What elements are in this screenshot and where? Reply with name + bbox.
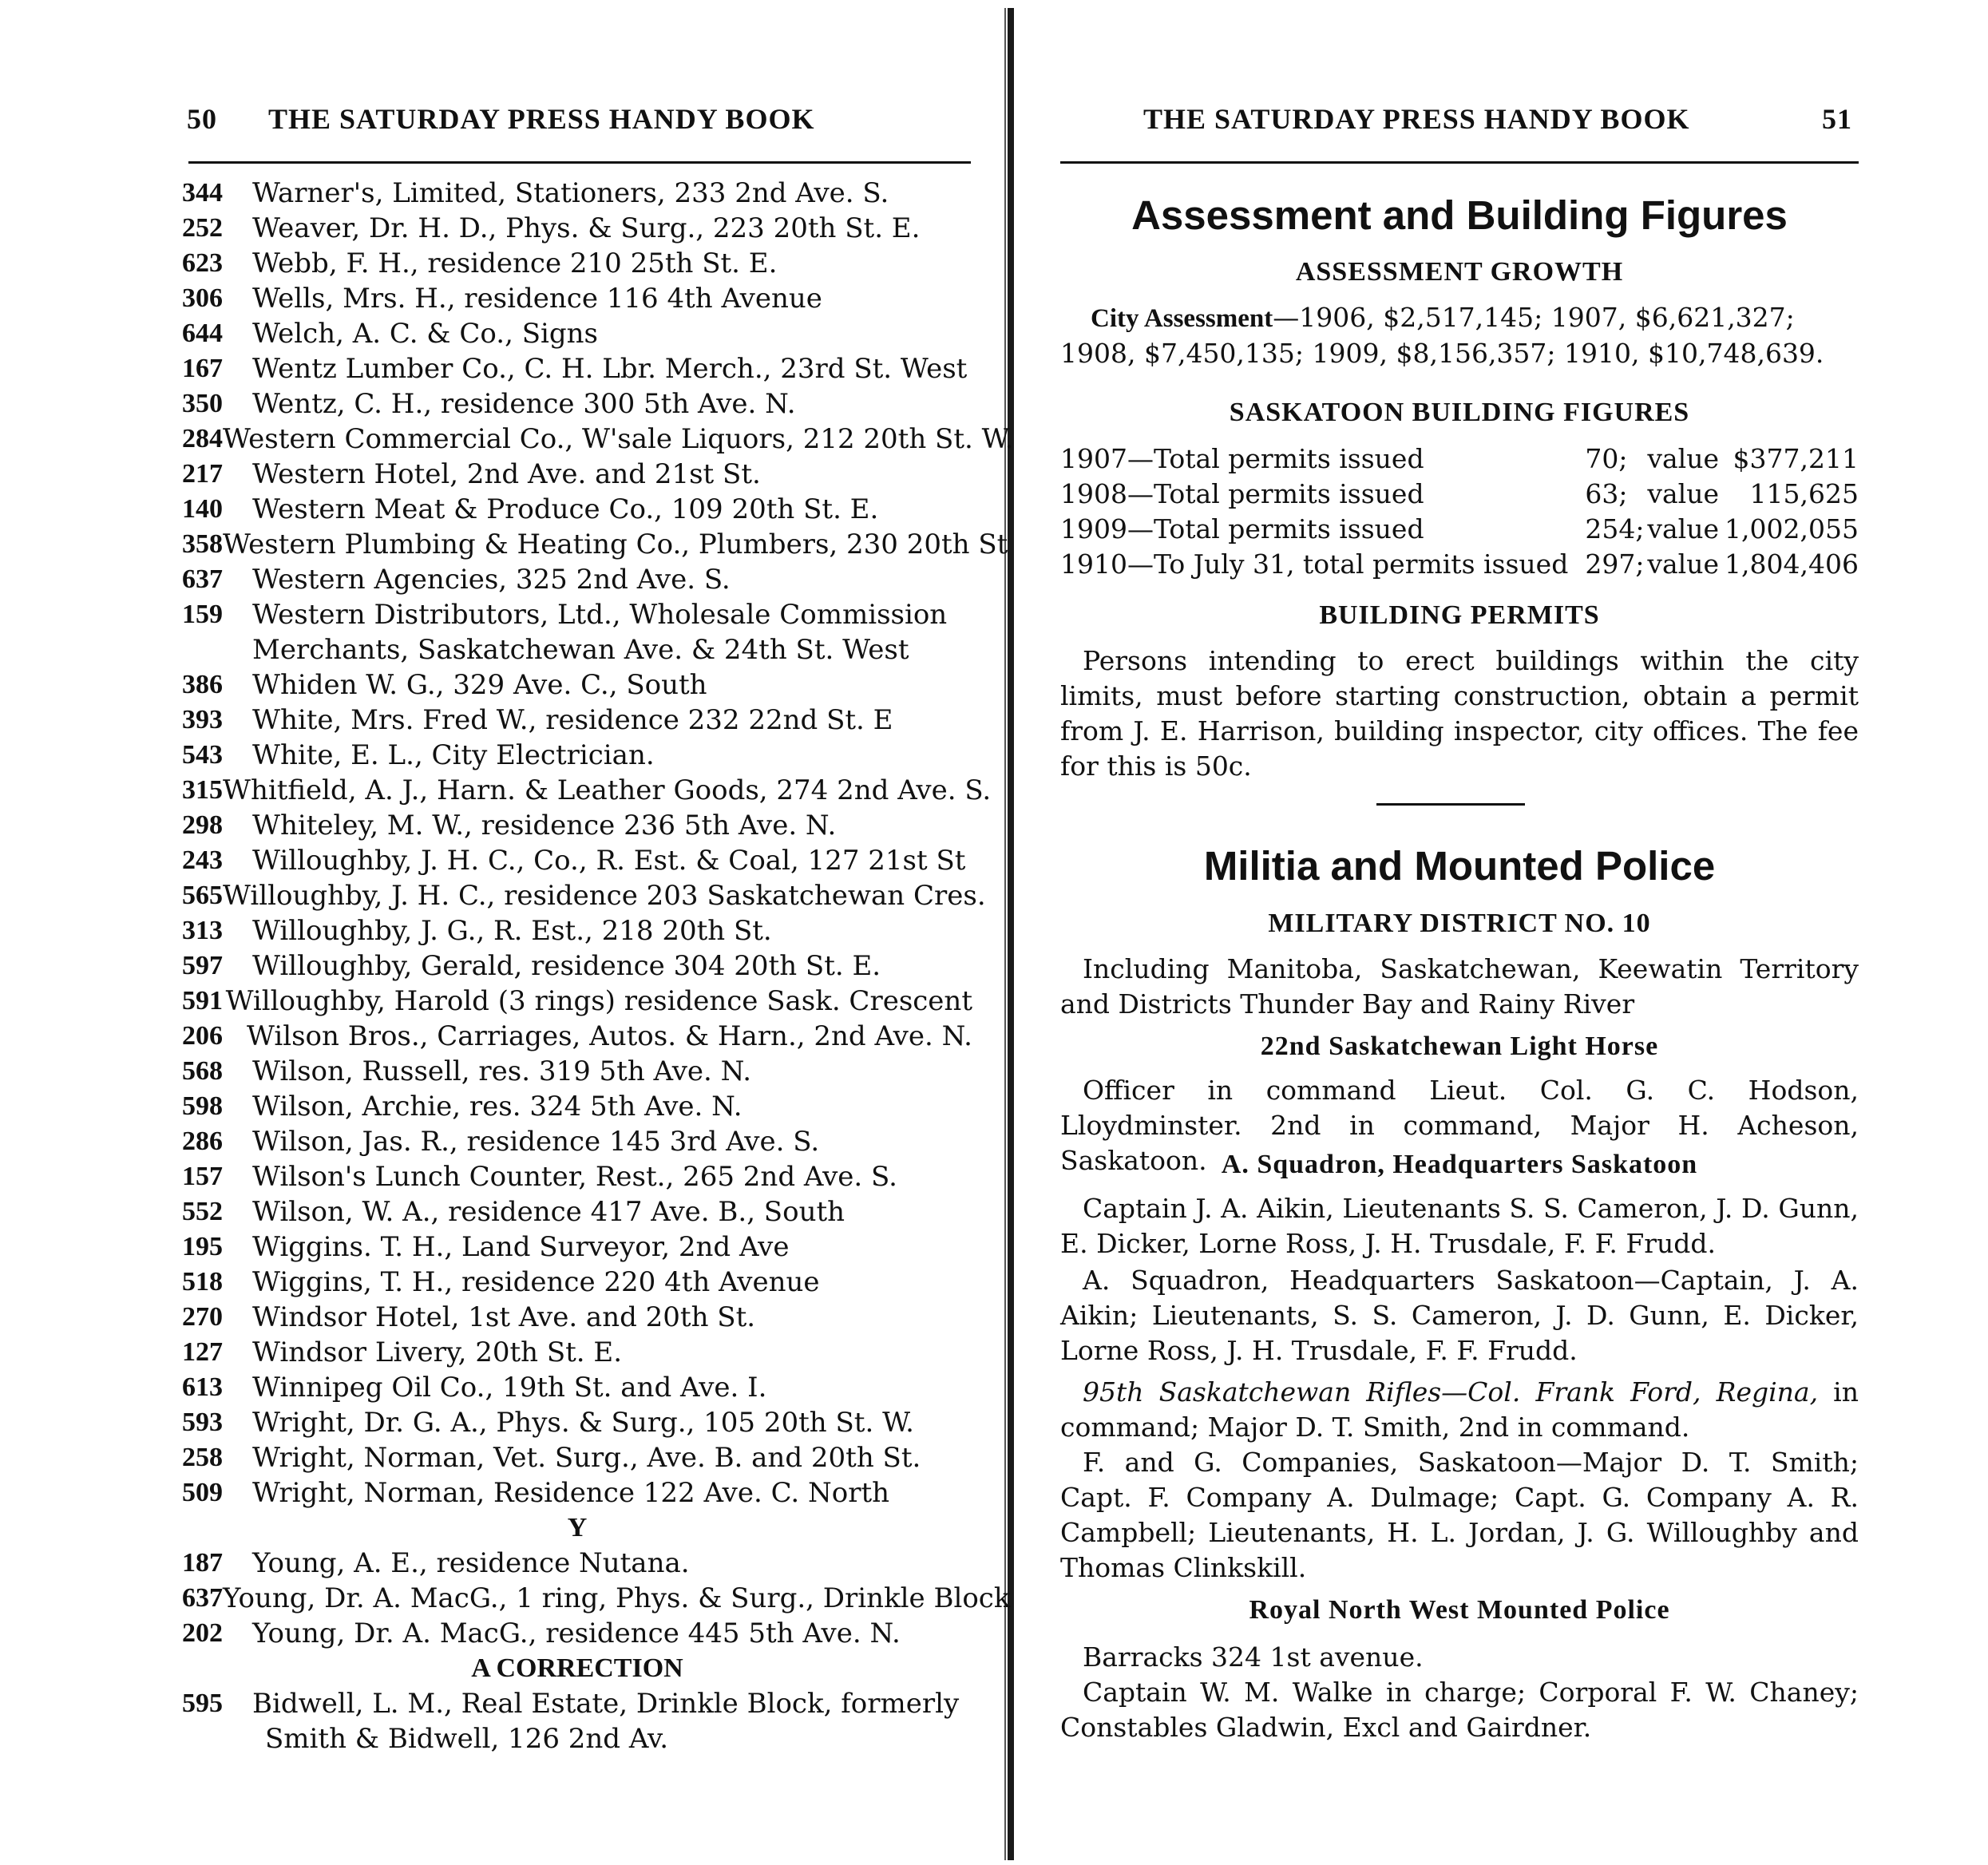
entry-number: 286 xyxy=(182,1127,223,1156)
list-item xyxy=(182,843,972,878)
building-permits-heading: BUILDING PERMITS xyxy=(1319,600,1600,630)
list-item xyxy=(182,738,972,773)
list-item xyxy=(182,597,972,632)
figure-value: 1,804,406 xyxy=(1725,548,1859,580)
list-item xyxy=(182,492,972,527)
entry-number: 595 xyxy=(182,1689,223,1718)
entry-number: 202 xyxy=(182,1618,223,1648)
list-item xyxy=(182,1616,972,1651)
figure-value-label: value xyxy=(1647,513,1719,544)
police-heading: Royal North West Mounted Police xyxy=(1249,1595,1670,1625)
entry-text: Winnipeg Oil Co., 19th St. and Ave. I. xyxy=(252,1372,767,1404)
figure-count: 70; xyxy=(1585,442,1628,474)
building-figures-table xyxy=(1060,441,1859,581)
entry-text: Whiden W. G., 329 Ave. C., South xyxy=(252,669,707,701)
light-horse-heading: 22nd Saskatchewan Light Horse xyxy=(1260,1031,1659,1061)
list-item xyxy=(182,1229,972,1265)
entry-text: White, E. L., City Electrician. xyxy=(252,739,655,771)
entry-number: 243 xyxy=(182,845,223,875)
list-item xyxy=(182,1475,972,1511)
entry-text: Wilson's Lunch Counter, Rest., 265 2nd Ave. S. xyxy=(252,1161,897,1193)
entry-number: 270 xyxy=(182,1302,223,1332)
list-item xyxy=(182,1581,1011,1616)
list-item xyxy=(182,1159,972,1194)
figure-row xyxy=(1060,511,1859,546)
entry-text: Smith & Bidwell, 126 2nd Av. xyxy=(265,1723,669,1755)
entry-text: Willoughby, J. G., R. Est., 218 20th St. xyxy=(252,915,772,947)
entry-number: 637 xyxy=(182,564,223,594)
entry-text: Wilson, Russell, res. 319 5th Ave. N. xyxy=(252,1055,752,1087)
entry-number: 597 xyxy=(182,951,223,980)
squadron-heading: A. Squadron, Headquarters Saskatoon xyxy=(1221,1150,1698,1179)
building-permits-text: Persons intending to erect buildings within the city limits, must before starting construction, obtain a permit from J. E. Harrison, building inspector, city offices. The fee for this is 50c. xyxy=(1060,645,1859,782)
figure-count: 297; xyxy=(1585,548,1645,580)
list-item xyxy=(182,913,972,948)
list-item xyxy=(182,632,972,667)
correction-entry-cont xyxy=(182,1721,972,1756)
squadron-text-1: Captain J. A. Aikin, Lieutenants S. S. Cameron, J. D. Gunn, E. Dicker, Lorne Ross, J. H. Trusdale, F. F. Frudd. xyxy=(1060,1193,1859,1259)
entry-text: Weaver, Dr. H. D., Phys. & Surg., 223 20th St. E. xyxy=(252,212,921,244)
militia-title: Militia and Mounted Police xyxy=(1203,843,1716,889)
section-divider xyxy=(1376,803,1525,806)
list-item xyxy=(182,316,972,351)
list-item xyxy=(182,351,972,386)
police-text-2: Captain W. M. Walke in charge; Corporal F. W. Chaney; Constables Gladwin, Excl and Gairdner. xyxy=(1060,1677,1859,1743)
left-page xyxy=(182,0,1014,1865)
rifles-text-italic: 95th Saskatchewan Rifles—Col. Frank Ford, Regina, xyxy=(1083,1376,1819,1408)
entry-number: 386 xyxy=(182,670,223,699)
entry-text: Willoughby, J. H. C., Co., R. Est. & Coal, 127 21st St xyxy=(252,845,966,877)
entry-number: 393 xyxy=(182,705,223,735)
military-district-text: Including Manitoba, Saskatchewan, Keewatin Territory and Districts Thunder Bay and Rainy River xyxy=(1060,953,1859,1020)
entry-number: 315 xyxy=(182,775,223,805)
left-header-rule xyxy=(188,161,971,164)
entry-text: Wentz Lumber Co., C. H. Lbr. Merch., 23rd St. West xyxy=(252,353,968,385)
city-assessment-line1: —1906, $2,517,145; 1907, $6,621,327; xyxy=(1273,302,1795,333)
entry-text: Western Distributors, Ltd., Wholesale Commission xyxy=(252,599,948,631)
entry-text: Merchants, Saskatchewan Ave. & 24th St. West xyxy=(252,634,909,666)
list-item xyxy=(182,1089,972,1124)
entry-text: Wilson, Jas. R., residence 145 3rd Ave. S. xyxy=(252,1126,820,1158)
assessment-title: Assessment and Building Figures xyxy=(1131,192,1788,238)
entry-text: Willoughby, J. H. C., residence 203 Saskatchewan Cres. xyxy=(223,880,986,912)
entry-number: 543 xyxy=(182,740,223,770)
entry-number: 140 xyxy=(182,494,223,524)
list-item xyxy=(182,176,972,211)
entry-number: 598 xyxy=(182,1091,223,1121)
list-item xyxy=(182,1300,972,1335)
entry-text: Wilson, Archie, res. 324 5th Ave. N. xyxy=(252,1091,743,1123)
entry-number: 258 xyxy=(182,1443,223,1472)
list-item xyxy=(182,457,972,492)
entry-text: Bidwell, L. M., Real Estate, Drinkle Block, formerly xyxy=(252,1688,960,1720)
figure-label: 1910—To July 31, total permits issued xyxy=(1060,548,1569,580)
rifles-text-rest: in command; Major D. T. Smith, 2nd in command. xyxy=(1060,1376,1859,1443)
entry-number: 623 xyxy=(182,248,223,278)
entry-number: 284 xyxy=(182,424,223,453)
entry-text: Willoughby, Harold (3 rings) residence Sask. Crescent xyxy=(225,985,972,1017)
entry-number xyxy=(182,632,252,667)
entry-text: White, Mrs. Fred W., residence 232 22nd St. E xyxy=(252,704,893,736)
list-item xyxy=(182,527,1008,562)
building-figures-heading: SASKATOON BUILDING FIGURES xyxy=(1229,398,1690,427)
city-assessment-label: City Assessment xyxy=(1091,304,1273,333)
entry-number: 298 xyxy=(182,810,223,840)
list-item xyxy=(182,246,972,281)
left-header xyxy=(182,102,972,142)
entry-number: 157 xyxy=(182,1162,223,1191)
figure-value-label: value xyxy=(1647,548,1719,580)
entry-number: 217 xyxy=(182,459,223,489)
figure-label: 1908—Total permits issued xyxy=(1060,477,1424,509)
left-page-number: 50 xyxy=(187,103,217,135)
list-item xyxy=(182,281,972,316)
figure-count: 63; xyxy=(1585,477,1628,509)
left-running-title: THE SATURDAY PRESS HANDY BOOK xyxy=(268,103,815,135)
entry-number: 167 xyxy=(182,354,223,383)
right-header xyxy=(1060,102,1859,142)
squadron-text-2: A. Squadron, Headquarters Saskatoon—Captain, J. A. Aikin; Lieutenants, S. S. Cameron, J. D. Gunn, E. Dicker, Lorne Ross, J. H. Trusdale, F. F. Frudd. xyxy=(1060,1265,1859,1366)
right-header-rule xyxy=(1060,161,1859,164)
list-item xyxy=(182,1440,972,1475)
rifles-text xyxy=(1060,1375,1859,1445)
entry-text: Warner's, Limited, Stationers, 233 2nd Ave. S. xyxy=(252,177,889,209)
entry-number: 637 xyxy=(182,1583,223,1613)
entry-number: 206 xyxy=(182,1021,223,1051)
figure-value: 115,625 xyxy=(1749,477,1859,509)
military-district-heading: MILITARY DISTRICT NO. 10 xyxy=(1268,909,1651,938)
entry-number: 644 xyxy=(182,319,223,348)
entry-text: Wilson Bros., Carriages, Autos. & Harn., 2nd Ave. N. xyxy=(246,1020,972,1052)
list-item xyxy=(182,773,992,808)
entry-text: Young, A. E., residence Nutana. xyxy=(252,1547,690,1579)
entry-number: 358 xyxy=(182,529,223,559)
entry-text: Willoughby, Gerald, residence 304 20th St. E. xyxy=(252,950,881,982)
entry-text: Welch, A. C. & Co., Signs xyxy=(252,318,598,350)
right-running-title: THE SATURDAY PRESS HANDY BOOK xyxy=(1143,103,1690,135)
entry-text: Western Plumbing & Heating Co., Plumbers, 230 20th St xyxy=(223,529,1008,560)
entry-text: Whiteley, M. W., residence 236 5th Ave. N. xyxy=(252,810,837,841)
entry-text: Whitfield, A. J., Harn. & Leather Goods, 274 2nd Ave. S. xyxy=(223,774,992,806)
list-item xyxy=(182,878,986,913)
right-page xyxy=(1060,0,1859,1865)
list-item xyxy=(182,1194,972,1229)
entry-number: 127 xyxy=(182,1337,223,1367)
entry-number: 509 xyxy=(182,1478,223,1507)
entry-number: 252 xyxy=(182,213,223,243)
entry-number: 565 xyxy=(182,881,223,910)
entry-text: Wright, Norman, Residence 122 Ave. C. North xyxy=(252,1477,890,1509)
entry-text: Wilson, W. A., residence 417 Ave. B., South xyxy=(252,1196,845,1228)
entry-text: Windsor Livery, 20th St. E. xyxy=(252,1336,623,1368)
correction-entry xyxy=(182,1686,972,1721)
entry-number: 613 xyxy=(182,1372,223,1402)
figure-value-label: value xyxy=(1647,442,1719,474)
list-item xyxy=(182,703,972,738)
entry-text: Wright, Dr. G. A., Phys. & Surg., 105 20th St. W. xyxy=(252,1407,914,1439)
list-item xyxy=(182,422,1014,457)
list-item xyxy=(182,1124,972,1159)
figure-row xyxy=(1060,476,1859,511)
entry-number: 350 xyxy=(182,389,223,418)
list-item xyxy=(182,984,972,1019)
companies-text: F. and G. Companies, Saskatoon—Major D. T. Smith; Capt. F. Company A. Dulmage; Capt. G. Company A. R. Campbell; Lieutenants, H. L. Jordan, J. G. Willoughby and Thomas Clinkskill. xyxy=(1060,1447,1859,1583)
list-item xyxy=(182,211,972,246)
list-item xyxy=(182,1019,972,1054)
figure-label: 1907—Total permits issued xyxy=(1060,442,1424,474)
list-item xyxy=(182,948,972,984)
entry-text: Western Agencies, 325 2nd Ave. S. xyxy=(252,564,731,596)
city-assessment xyxy=(1060,300,1859,371)
section-letter: Y xyxy=(567,1513,588,1542)
entry-number: 593 xyxy=(182,1408,223,1437)
list-item xyxy=(182,808,972,843)
list-item xyxy=(182,667,972,703)
light-horse-text: Officer in command Lieut. Col. G. C. Hodson, Lloydminster. 2nd in command, Major H. Acheson, Saskatoon. xyxy=(1060,1075,1859,1176)
right-page-number: 51 xyxy=(1822,103,1852,135)
entry-text: Young, Dr. A. MacG., 1 ring, Phys. & Surg., Drinkle Block xyxy=(223,1582,1011,1614)
figure-row xyxy=(1060,546,1859,581)
entry-number: 344 xyxy=(182,178,223,208)
figure-value: 1,002,055 xyxy=(1725,513,1859,544)
figure-row xyxy=(1060,441,1859,476)
list-item xyxy=(182,1370,972,1405)
entry-text: Western Meat & Produce Co., 109 20th St. E. xyxy=(252,493,879,525)
list-item xyxy=(182,562,972,597)
list-item xyxy=(182,386,972,422)
entry-text: Western Hotel, 2nd Ave. and 21st St. xyxy=(252,458,761,490)
entry-text: Windsor Hotel, 1st Ave. and 20th St. xyxy=(252,1301,756,1333)
entry-number: 518 xyxy=(182,1267,223,1297)
figure-value-label: value xyxy=(1647,477,1719,509)
entry-text: Wells, Mrs. H., residence 116 4th Avenue xyxy=(252,283,822,315)
list-item xyxy=(182,1546,972,1581)
list-item xyxy=(182,1335,972,1370)
entry-number: 568 xyxy=(182,1056,223,1086)
city-assessment-line2: 1908, $7,450,135; 1909, $8,156,357; 1910, $10,748,639. xyxy=(1060,338,1824,369)
entry-text: Western Commercial Co., W'sale Liquors, 212 20th St. W. xyxy=(223,423,1014,455)
entry-text: Young, Dr. A. MacG., residence 445 5th Ave. N. xyxy=(252,1618,901,1649)
figure-label: 1909—Total permits issued xyxy=(1060,513,1424,544)
list-item xyxy=(182,1054,972,1089)
entry-number: 159 xyxy=(182,600,223,629)
entry-text: Wiggins, T. H., residence 220 4th Avenue xyxy=(252,1266,820,1298)
police-text-1: Barracks 324 1st avenue. xyxy=(1083,1641,1424,1673)
entry-number: 313 xyxy=(182,916,223,945)
entry-number-blank xyxy=(182,1721,252,1756)
entry-number: 306 xyxy=(182,283,223,313)
entry-text: Wiggins. T. H., Land Surveyor, 2nd Ave xyxy=(252,1231,790,1263)
entry-number: 591 xyxy=(182,986,223,1016)
entry-number: 187 xyxy=(182,1548,223,1578)
list-item xyxy=(182,1265,972,1300)
entry-text: Wright, Norman, Vet. Surg., Ave. B. and 20th St. xyxy=(252,1442,921,1474)
figure-count: 254; xyxy=(1585,513,1645,544)
directory-list xyxy=(182,176,1014,1756)
entry-number: 195 xyxy=(182,1232,223,1261)
list-item xyxy=(182,1405,972,1440)
entry-text: Wentz, C. H., residence 300 5th Ave. N. xyxy=(252,388,796,420)
entry-text: Webb, F. H., residence 210 25th St. E. xyxy=(252,247,778,279)
figure-value: $377,211 xyxy=(1733,442,1859,474)
entry-number: 552 xyxy=(182,1197,223,1226)
assessment-growth-heading: ASSESSMENT GROWTH xyxy=(1295,257,1624,287)
correction-heading: A CORRECTION xyxy=(471,1653,683,1683)
